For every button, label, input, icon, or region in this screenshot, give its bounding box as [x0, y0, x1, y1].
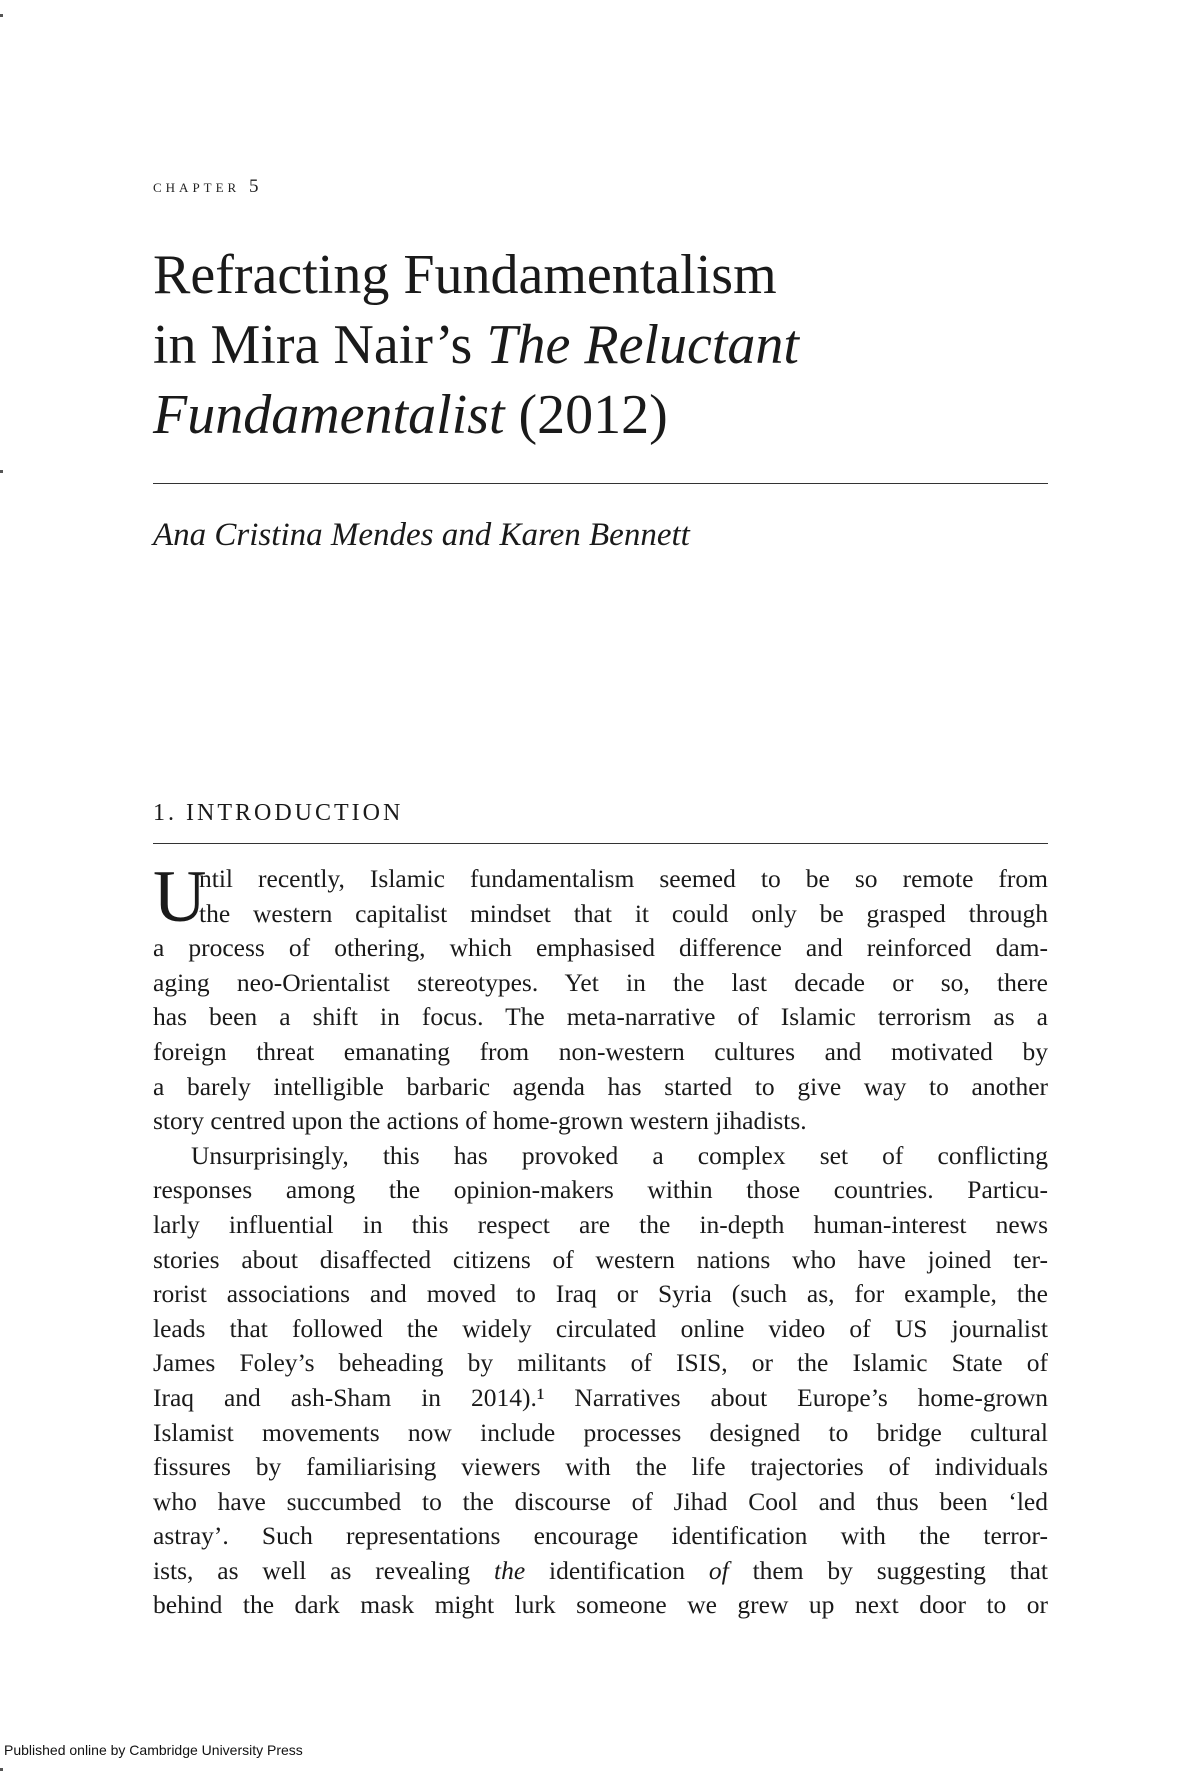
chapter-title-line-3 — [153, 380, 1053, 450]
film-year: (2012) — [504, 384, 668, 446]
text-line: James Foley’s beheading by militants of ISIS, or the Islamic State of — [153, 1348, 1048, 1378]
emphasis-the: the — [494, 1555, 526, 1585]
text-line: leads that followed the widely circulated online video of US journalist — [153, 1313, 1048, 1343]
page-edge-mark — [0, 14, 3, 17]
text-line: a barely intelligible barbaric agenda has started to give way to another — [153, 1071, 1048, 1101]
text-line — [153, 1554, 1048, 1589]
publisher-footer: Published online by Cambridge University Press — [4, 1742, 303, 1758]
text-line: story centred upon the actions of home-grown western jihadists. — [153, 1106, 807, 1136]
chapter-label: chapter 5 — [153, 176, 263, 197]
text-line: a process of othering, which emphasised difference and reinforced dam- — [153, 933, 1048, 963]
text-line: who have succumbed to the discourse of Jihad Cool and thus been ‘led — [153, 1486, 1048, 1516]
text-fragment: identification — [525, 1555, 709, 1585]
text-line: Unsurprisingly, this has provoked a complex set of conflicting — [191, 1140, 1048, 1170]
text-line: astray’. Such representations encourage identification with the terror- — [153, 1521, 1048, 1551]
text-line: Islamist movements now include processes designed to bridge cultural — [153, 1417, 1048, 1447]
chapter-title — [153, 240, 1053, 450]
emphasis-of: of — [708, 1555, 729, 1585]
text-fragment: them by suggesting that — [728, 1555, 1048, 1585]
text-line: responses among the opinion-makers within those countries. Particu- — [153, 1175, 1048, 1205]
text-line: the western capitalist mindset that it could only be grasped through — [199, 898, 1048, 928]
text-line: aging neo-Orientalist stereotypes. Yet in the last decade or so, there — [153, 967, 1048, 997]
text-line: ntil recently, Islamic fundamentalism seemed to be so remote from — [199, 864, 1048, 893]
title-divider — [153, 483, 1048, 484]
chapter-title-line-2 — [153, 310, 1053, 380]
text-line: fissures by familiarising viewers with the life trajectories of individuals — [153, 1452, 1048, 1482]
text-line: rorist associations and moved to Iraq or Syria (such as, for example, the — [153, 1279, 1048, 1309]
text-line: has been a shift in focus. The meta-narrative of Islamic terrorism as a — [153, 1002, 1048, 1032]
body-text — [153, 856, 1048, 1623]
text-line: behind the dark mask might lurk someone we grew up next door to or — [153, 1590, 1048, 1620]
text-line: larly influential in this respect are the in-depth human-interest news — [153, 1209, 1048, 1239]
chapter-title-line-2-prefix: in Mira Nair’s — [153, 314, 487, 376]
section-divider — [153, 843, 1048, 844]
chapter-title-line-1: Refracting Fundamentalism — [153, 244, 777, 306]
chapter-authors: Ana Cristina Mendes and Karen Bennett — [153, 517, 690, 553]
drop-cap: U — [153, 856, 207, 938]
text-line: stories about disaffected citizens of western nations who have joined ter- — [153, 1244, 1048, 1274]
film-title-part-1: The Reluctant — [486, 314, 799, 376]
page-edge-mark — [0, 1768, 3, 1771]
section-heading: 1. INTRODUCTION — [153, 800, 404, 826]
page-edge-mark — [0, 470, 3, 473]
film-title-part-2: Fundamentalist — [153, 384, 505, 446]
text-line: Iraq and ash-Sham in 2014).¹ Narratives about Europe’s home-grown — [153, 1382, 1048, 1412]
text-line: foreign threat emanating from non-western cultures and motivated by — [153, 1036, 1048, 1066]
text-fragment: ists, as well as revealing — [153, 1555, 494, 1585]
